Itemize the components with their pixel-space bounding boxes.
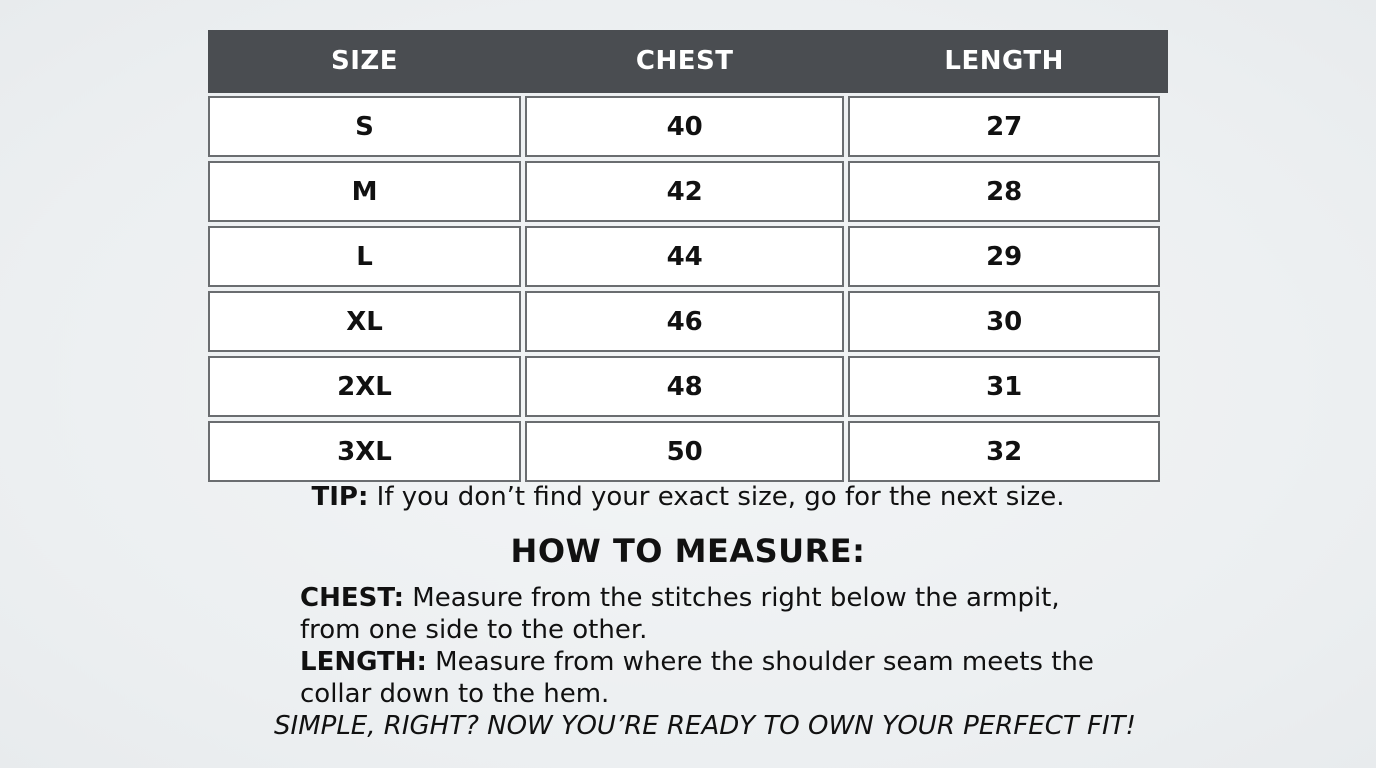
table-row bbox=[208, 421, 1160, 482]
size-cell: 2XL bbox=[208, 356, 521, 417]
length-cell: 27 bbox=[848, 96, 1160, 157]
chest-text: Measure from the stitches right below the armpit, bbox=[404, 583, 1060, 613]
table-row bbox=[208, 226, 1160, 287]
table-header-row bbox=[208, 30, 1160, 92]
table-row bbox=[208, 356, 1160, 417]
table-row bbox=[208, 96, 1160, 157]
size-cell: M bbox=[208, 161, 521, 222]
length-instruction-cont: collar down to the hem. bbox=[300, 679, 610, 709]
tip-text: If you don’t find your exact size, go for the next size. bbox=[368, 482, 1065, 512]
chest-cell: 42 bbox=[525, 161, 844, 222]
length-cell: 31 bbox=[848, 356, 1160, 417]
size-cell: 3XL bbox=[208, 421, 521, 482]
chest-instruction bbox=[300, 582, 1200, 614]
size-cell: L bbox=[208, 226, 521, 287]
size-cell: S bbox=[208, 96, 521, 157]
length-label: LENGTH: bbox=[300, 647, 427, 677]
length-cell: 32 bbox=[848, 421, 1160, 482]
length-text: Measure from where the shoulder seam meets the bbox=[426, 647, 1094, 677]
how-to-measure-heading: HOW TO MEASURE: bbox=[510, 532, 866, 570]
chest-cell: 48 bbox=[525, 356, 844, 417]
fit-tip bbox=[0, 482, 1376, 512]
size-cell: XL bbox=[208, 291, 521, 352]
chest-cell: 46 bbox=[525, 291, 844, 352]
chest-cell: 44 bbox=[525, 226, 844, 287]
size-chart-table bbox=[204, 26, 1164, 486]
chest-label: CHEST: bbox=[300, 583, 405, 613]
closing-message: SIMPLE, RIGHT? NOW YOU’RE READY TO OWN YOUR PERFECT FIT! bbox=[274, 711, 1136, 741]
length-cell: 30 bbox=[848, 291, 1160, 352]
chest-cell: 40 bbox=[525, 96, 844, 157]
column-header-chest: CHEST bbox=[525, 30, 844, 92]
length-instruction bbox=[300, 646, 1200, 678]
length-cell: 29 bbox=[848, 226, 1160, 287]
column-header-size: SIZE bbox=[208, 30, 521, 92]
chest-cell: 50 bbox=[525, 421, 844, 482]
chest-instruction-cont: from one side to the other. bbox=[300, 615, 648, 645]
column-header-length: LENGTH bbox=[848, 30, 1160, 92]
length-cell: 28 bbox=[848, 161, 1160, 222]
table-row bbox=[208, 161, 1160, 222]
measure-instructions bbox=[300, 582, 1200, 710]
table-row bbox=[208, 291, 1160, 352]
tip-label: TIP: bbox=[311, 482, 369, 512]
